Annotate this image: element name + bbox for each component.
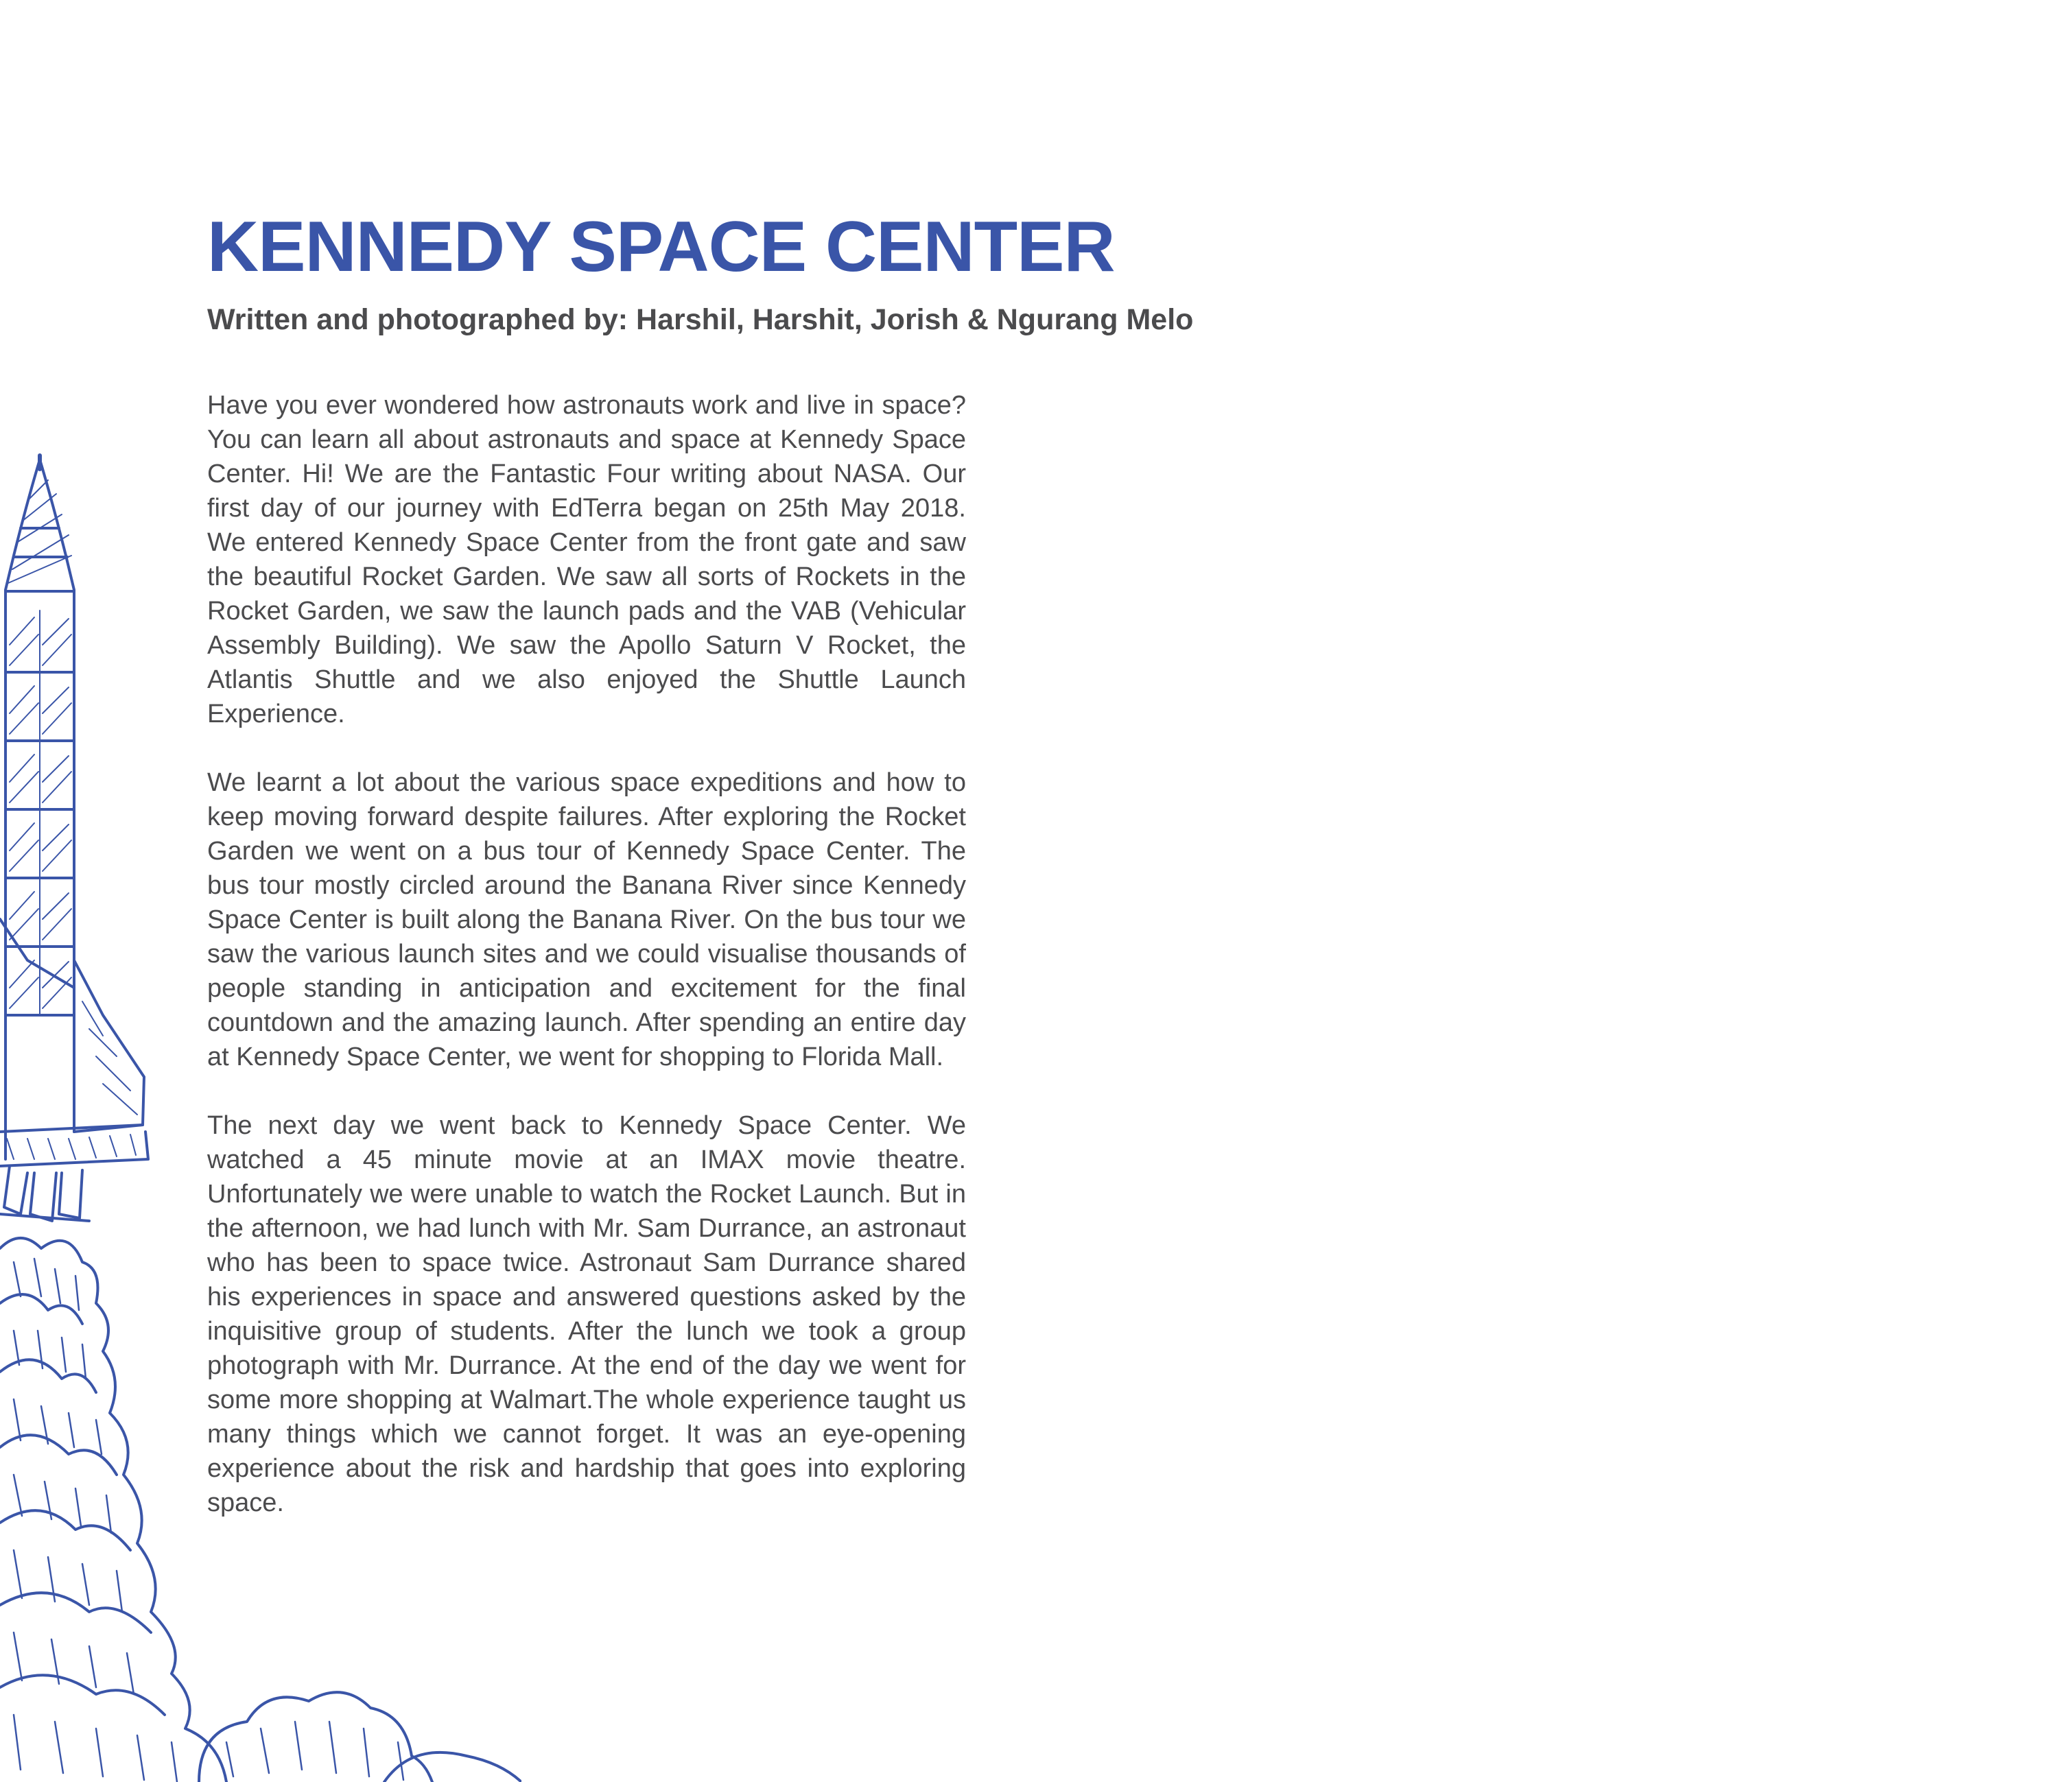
page-title: KENNEDY SPACE CENTER bbox=[207, 207, 1115, 287]
paragraph: We learnt a lot about the various space expeditions and how to keep moving forward despite failures. After exploring the Rocket Garden we went on a bus tour of Kennedy Space Center. The bus tour mostly circled around the Banana River since Kennedy Space Center is built along the Banana River. On the bus tour we saw the various launch sites and we could visualise thousands of people standing in anticipation and excitement for the final countdown and the amazing launch. After spending an entire day at Kennedy Space Center, we went for shopping to Florida Mall. bbox=[207, 768, 966, 1071]
paragraph: Have you ever wondered how astronauts work and live in space? You can learn all about astronauts and space at Kennedy Space Center. Hi! We are the Fantastic Four writing about NASA. Our first day of our journey with EdTerra began on 25th May 2018. We entered Kennedy Space Center from the front gate and saw the beautiful Rocket Garden. We saw all sorts of Rockets in the Rocket Garden, we saw the launch pads and the VAB (Vehicular Assembly Building). We saw the Apollo Saturn V Rocket, the Atlantis Shuttle and we also enjoyed the Shuttle Launch Experience. bbox=[207, 391, 966, 728]
article-body bbox=[207, 388, 966, 1554]
byline: Written and photographed by: Harshil, Harshit, Jorish & Ngurang Melo bbox=[207, 303, 1194, 336]
paragraph: The next day we went back to Kennedy Space Center. We watched a 45 minute movie at an IMAX movie theatre. Unfortunately we were unable to watch the Rocket Launch. But in the afternoon, we had lunch with Mr. Sam Durrance, an astronaut who has been to space twice. Astronaut Sam Durrance shared his experiences in space and answered questions asked by the inquisitive group of students. After the lunch we took a group photograph with Mr. Durrance. At the end of the day we went for some more shopping at Walmart.The whole experience taught us many things which we cannot forget. It was an eye-opening experience about the risk and hardship that goes into exploring space. bbox=[207, 1111, 966, 1517]
